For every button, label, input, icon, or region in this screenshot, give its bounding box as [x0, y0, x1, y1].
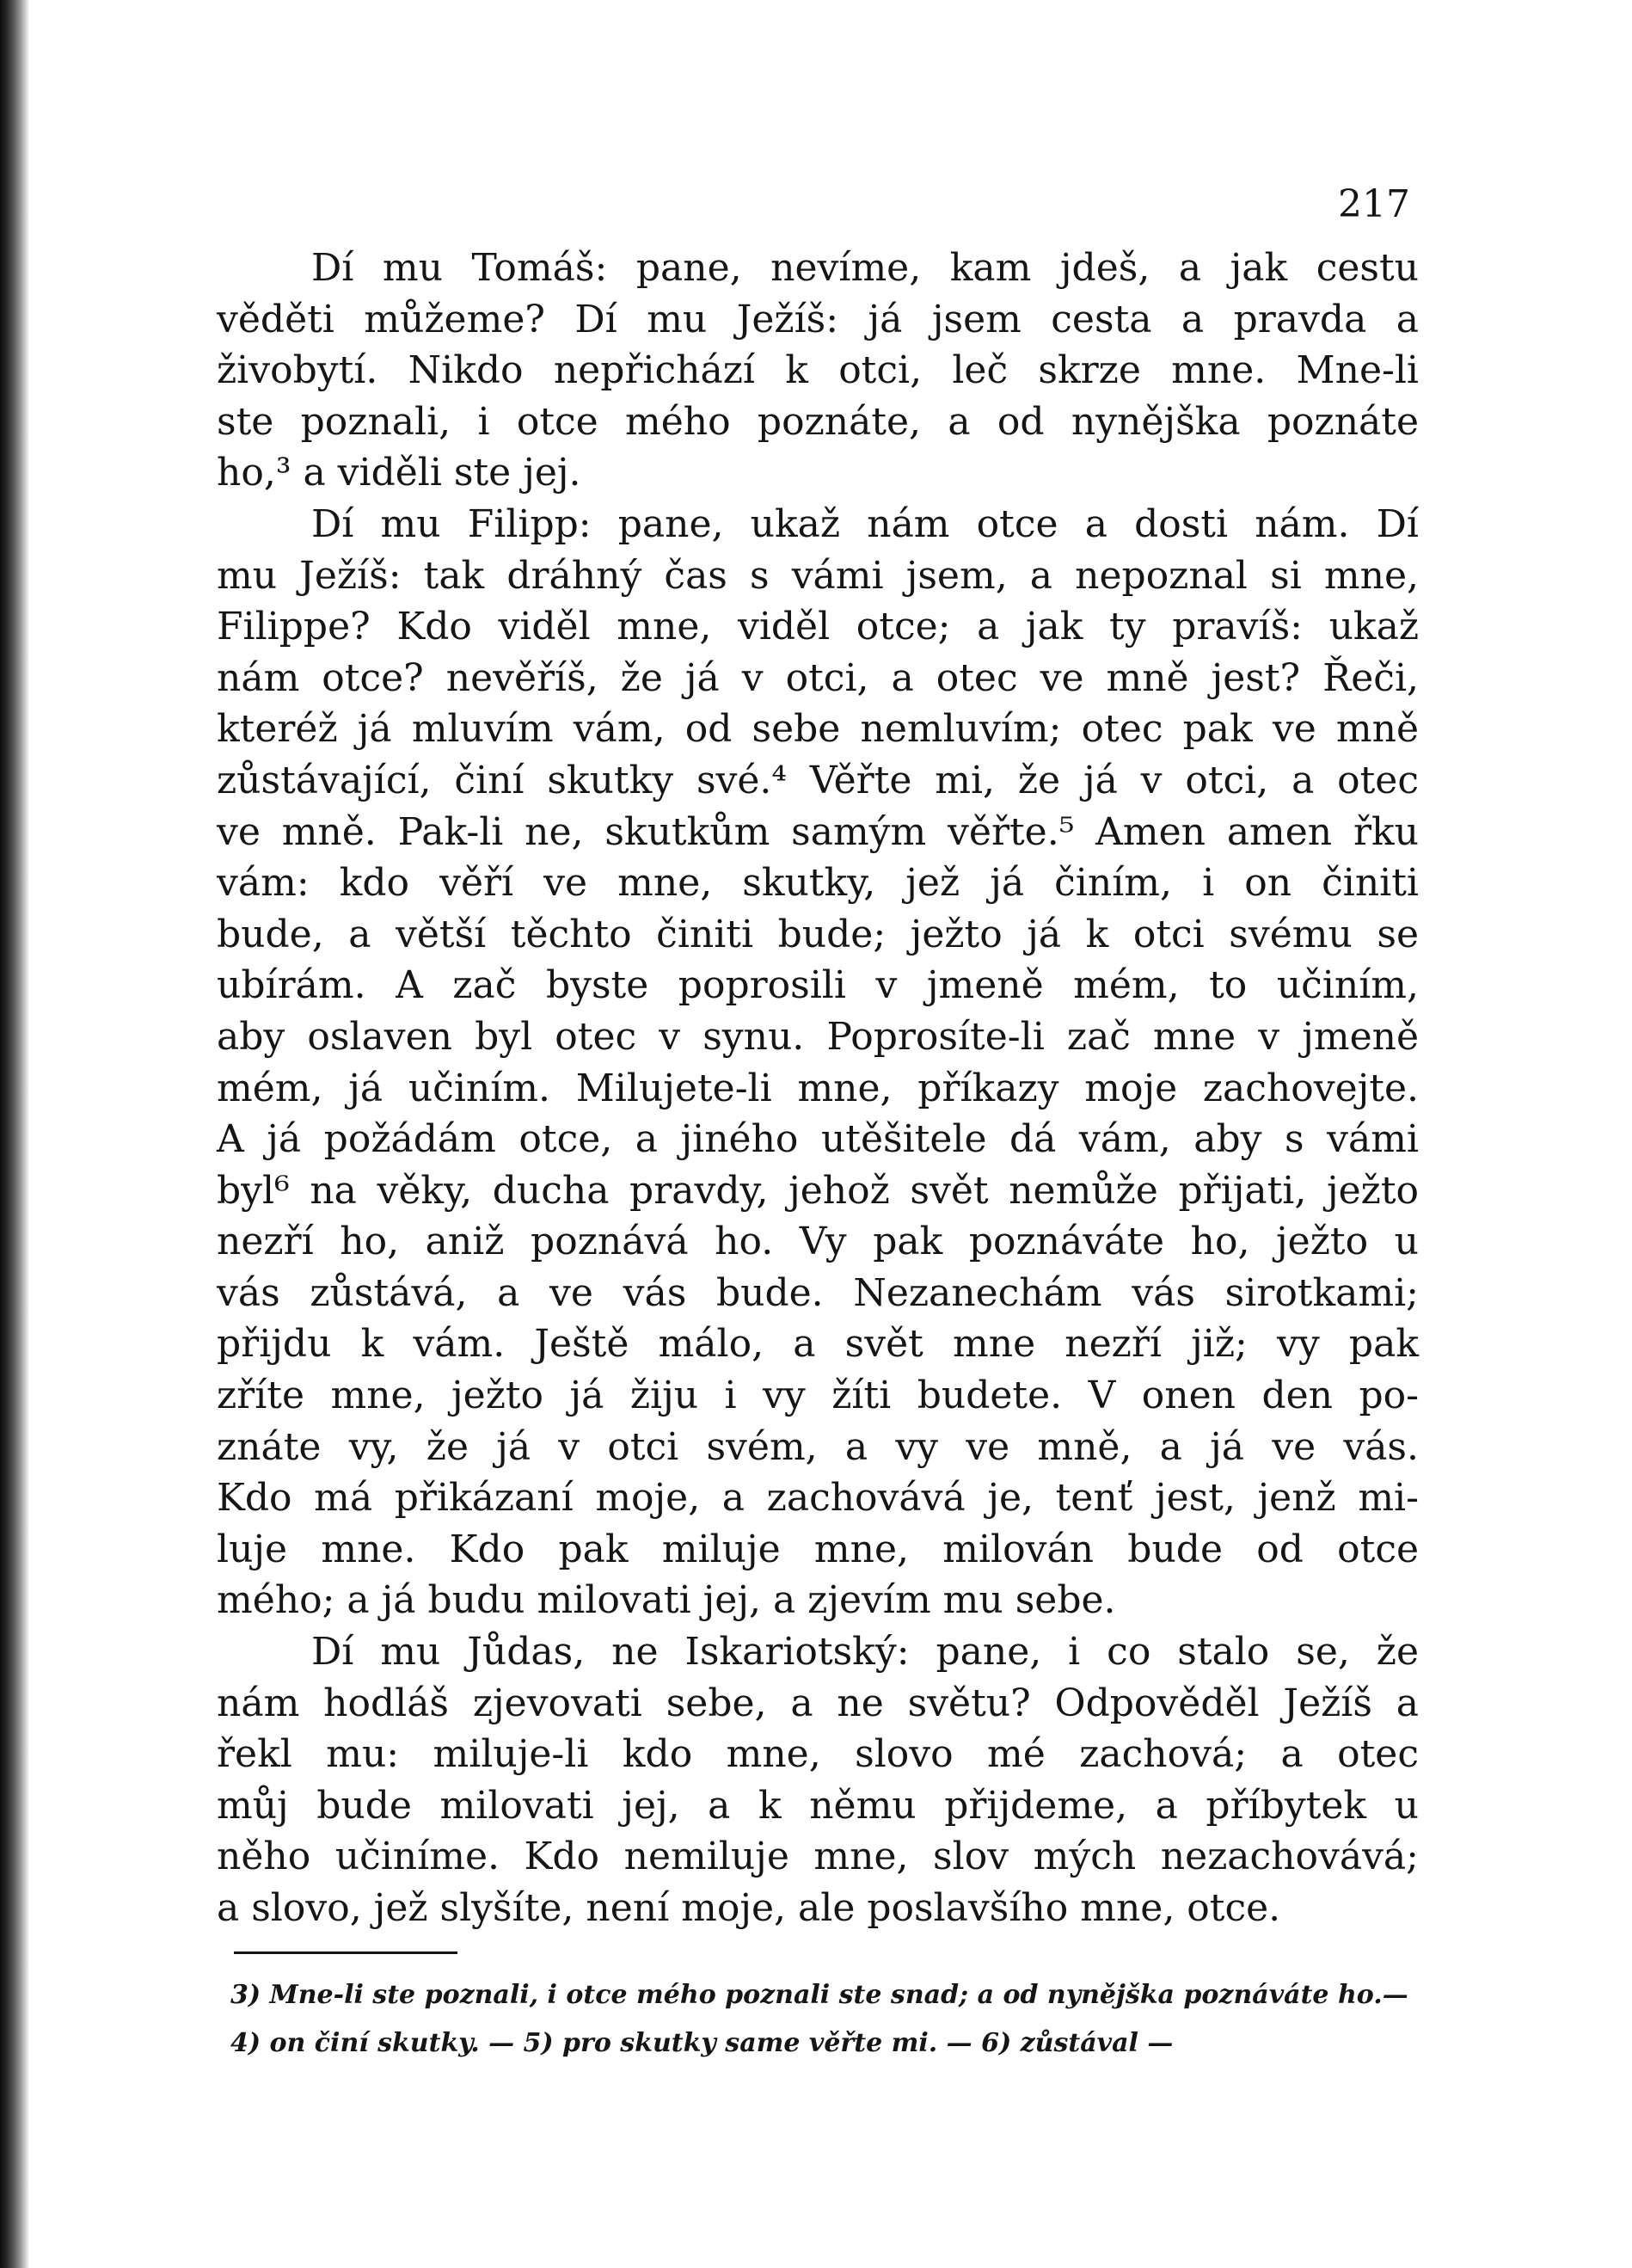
text-line: nám hodláš zjevovati sebe, a ne světu? Odpověděl Ježíš a — [217, 1681, 1419, 1725]
text-line: A já požádám otce, a jiného utěšitele dá vám, aby s vámi — [217, 1117, 1419, 1162]
text-line: aby oslaven byl otec v synu. Poprosíte-li zač mne v jmeně — [217, 1014, 1419, 1059]
text-line: mém, já učiním. Milujete-li mne, příkazy moje zachovejte. — [217, 1066, 1419, 1110]
body-text — [217, 243, 1419, 1934]
footnote-rule — [234, 1951, 457, 1954]
text-line: Dí mu Jůdas, ne Iskariotský: pane, i co stalo se, že — [311, 1630, 1419, 1675]
text-line: byl⁶ na věky, ducha pravdy, jehož svět nemůže přijati, ježto — [217, 1168, 1419, 1213]
text-line: přijdu k vám. Ještě málo, a svět mne nezří již; vy pak — [217, 1322, 1419, 1367]
text-line: ho,³ a viděli ste jej. — [217, 451, 581, 495]
text-line: něho učiníme. Kdo nemiluje mne, slov mých nezachovává; — [217, 1835, 1419, 1879]
text-line: a slovo, jež slyšíte, není moje, ale poslavšího mne, otce. — [217, 1886, 1281, 1930]
text-line: Dí mu Filipp: pane, ukaž nám otce a dosti nám. Dí — [311, 501, 1419, 546]
scan-binding-edge — [0, 0, 29, 2268]
text-line: znáte vy, že já v otci svém, a vy ve mně, a já ve vás. — [217, 1424, 1419, 1469]
text-line: zříte mne, ježto já žiju i vy žíti budete. V onen den po- — [217, 1374, 1419, 1418]
text-line: ve mně. Pak-li ne, skutkům samým věřte.⁵ Amen amen řku — [217, 809, 1419, 854]
text-line: řekl mu: miluje-li kdo mne, slovo mé zachová; a otec — [217, 1732, 1419, 1777]
text-line: můj bude milovati jej, a k němu přijdeme, a příbytek u — [217, 1783, 1419, 1828]
text-line: ste poznali, i otce mého poznáte, a od nynějška poznáte — [217, 399, 1419, 444]
text-line: živobytí. Nikdo nepřichází k otci, leč skrze mne. Mne-li — [217, 348, 1419, 393]
text-line: nezří ho, aniž poznává ho. Vy pak poznáváte ho, ježto u — [217, 1220, 1419, 1264]
page-number: 217 — [1338, 182, 1410, 226]
footnote-line: 4) on činí skutky. — 5) pro skutky same věřte mi. — 6) zůstával — — [230, 2028, 1174, 2058]
footnote-line: 3) Mne-li ste poznali, i otce mého poznali ste snad; a od nynějška poznáváte ho.— — [230, 1980, 1408, 2010]
text-line: Dí mu Tomáš: pane, nevíme, kam jdeš, a jak cestu — [311, 246, 1419, 290]
text-line: luje mne. Kdo pak miluje mne, milován bude od otce — [217, 1527, 1419, 1571]
text-line: vám: kdo věří ve mne, skutky, jež já činím, i on činiti — [217, 861, 1419, 906]
text-line: Kdo má přikázaní moje, a zachovává je, tenť jest, jenž mi- — [217, 1476, 1419, 1521]
text-line: mého; a já budu milovati jej, a zjevím mu sebe. — [217, 1578, 1116, 1623]
text-line: mu Ježíš: tak dráhný čas s vámi jsem, a nepoznal si mne, — [217, 553, 1419, 598]
text-line: věděti můžeme? Dí mu Ježíš: já jsem cesta a pravda a — [217, 297, 1419, 341]
text-line: Filippe? Kdo viděl mne, viděl otce; a jak ty pravíš: ukaž — [217, 605, 1419, 649]
text-line: ubírám. A zač byste poprosili v jmeně mém, to učiním, — [217, 963, 1419, 1008]
text-line: kteréž já mluvím vám, od sebe nemluvím; otec pak ve mně — [217, 707, 1419, 752]
text-line: vás zůstává, a ve vás bude. Nezanechám vás sirotkami; — [217, 1270, 1419, 1315]
text-line: zůstávající, činí skutky své.⁴ Věřte mi, že já v otci, a otec — [217, 758, 1419, 802]
text-line: bude, a větší těchto činiti bude; ježto já k otci svému se — [217, 912, 1419, 956]
text-line: nám otce? nevěříš, že já v otci, a otec ve mně jest? Řeči, — [217, 655, 1419, 700]
footnotes — [230, 1971, 1417, 2068]
